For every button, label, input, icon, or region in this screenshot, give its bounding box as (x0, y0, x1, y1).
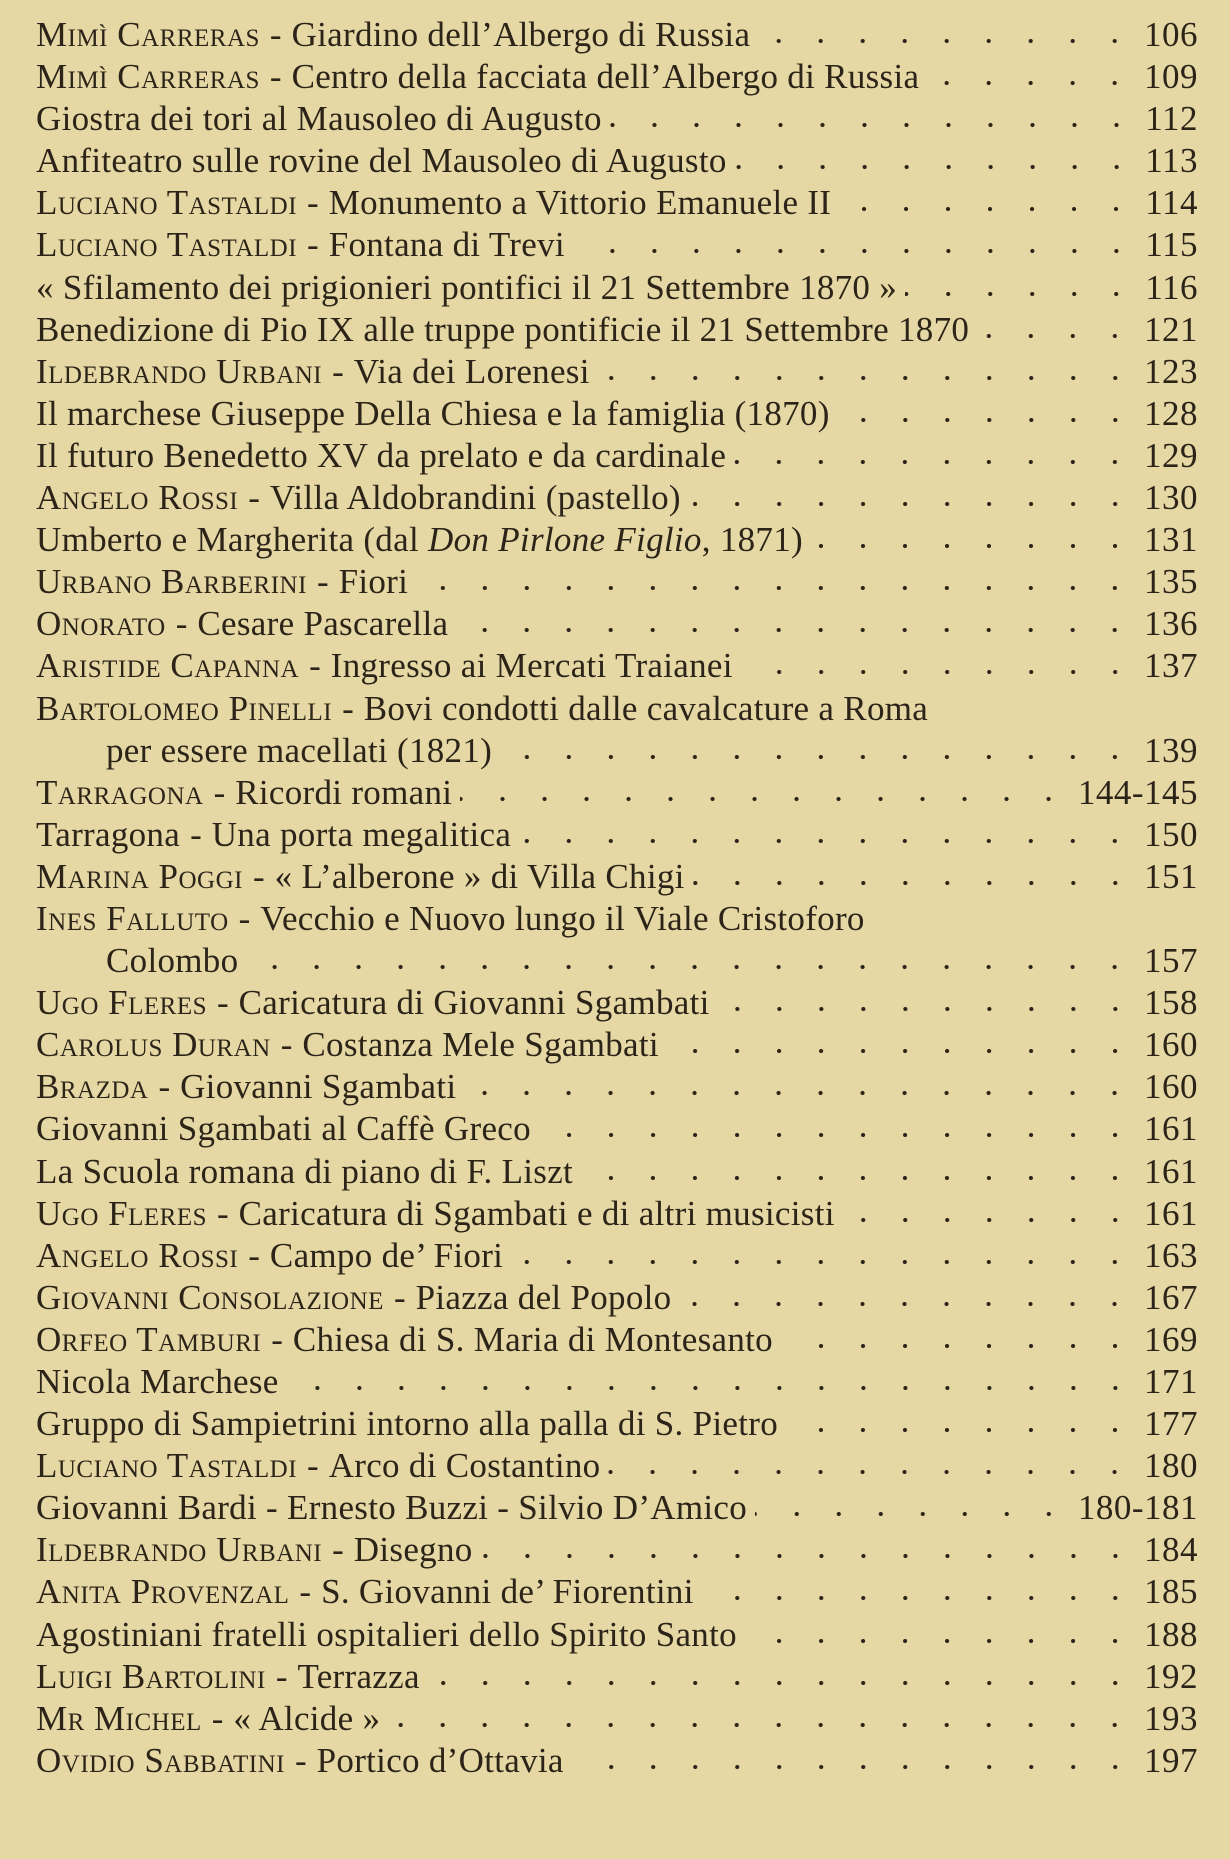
dot-leader (667, 1046, 1136, 1056)
entry-page: 160 (1144, 1025, 1198, 1065)
dot-leader (702, 1593, 1136, 1603)
author-separator: - (307, 225, 319, 265)
dot-leader (734, 457, 1136, 467)
entry-author: Carolus Duran (36, 1025, 271, 1065)
dot-leader (689, 499, 1136, 509)
author-separator: - (316, 562, 329, 602)
list-item (36, 1151, 1198, 1193)
dot-leader (610, 120, 1137, 130)
entry-page: 130 (1144, 478, 1198, 518)
dot-leader (416, 583, 1136, 593)
entry-title: Campo de’ Fiori (269, 1235, 504, 1275)
entry-title: Terrazza (297, 1656, 420, 1696)
entry-title: Fiori (338, 562, 409, 602)
entry-author: Luciano Tastaldi (36, 1446, 298, 1486)
list-item (36, 1066, 1198, 1108)
entry-title: Il marchese Giuseppe Della Chiesa e la famiglia (1870) (36, 393, 830, 433)
author-separator: - (211, 1698, 224, 1738)
entry-page: 131 (1144, 520, 1198, 560)
entry-page: 135 (1144, 562, 1198, 602)
list-item (36, 477, 1198, 519)
list-item (36, 1024, 1198, 1066)
entry-page: 139 (1144, 730, 1198, 770)
entry-title: La Scuola romana di piano di F. Liszt (36, 1151, 574, 1191)
author-separator: - (158, 1067, 171, 1107)
entry-author: Ines Falluto (36, 898, 229, 938)
author-separator: - (307, 1446, 319, 1486)
entry-author: Ugo Fleres (36, 1193, 207, 1233)
dot-leader (781, 1341, 1136, 1351)
author-separator: - (269, 15, 282, 54)
author-separator: - (271, 1319, 283, 1359)
author-separator: - (332, 1530, 344, 1570)
entry-page: 188 (1144, 1614, 1198, 1654)
author-separator: - (217, 1193, 229, 1233)
author-separator: - (275, 1656, 288, 1696)
entry-title: S. Giovanni de’ Fiorentini (321, 1572, 694, 1612)
entry-title: Vecchio e Nuovo lungo il Viale Cristoforo (260, 898, 865, 938)
list-item (36, 1403, 1198, 1445)
entry-page: 180-181 (1077, 1488, 1198, 1528)
entry-title: Giardino dell’Albergo di Russia (291, 15, 751, 54)
list-item (36, 856, 1198, 898)
entry-page: 113 (1145, 141, 1198, 181)
list-item (36, 1698, 1198, 1740)
list-item (36, 561, 1198, 603)
list-item-continuation (36, 730, 1198, 772)
dot-leader (598, 373, 1136, 383)
entry-page: 128 (1144, 393, 1198, 433)
dot-leader (388, 1720, 1136, 1730)
entry-author: Mimì Carreras (36, 57, 260, 97)
author-separator: - (280, 1025, 293, 1065)
list-item (36, 1361, 1198, 1403)
dot-leader (741, 667, 1136, 677)
entry-page: 106 (1144, 15, 1198, 54)
dot-leader (246, 962, 1136, 972)
list-item (36, 1235, 1198, 1277)
entry-page: 158 (1144, 983, 1198, 1023)
entry-title: Centro della facciata dell’Albergo di Russia (291, 57, 920, 97)
entry-page: 177 (1144, 1404, 1198, 1444)
author-separator: - (253, 856, 265, 896)
entry-title: Nicola Marchese (36, 1362, 279, 1401)
dot-leader (287, 1383, 1136, 1393)
list-item (36, 603, 1198, 645)
entry-title: Agostiniani fratelli ospitalieri dello Spirito Santo (36, 1614, 737, 1654)
list-item (36, 309, 1198, 351)
list-item (36, 1487, 1198, 1529)
dot-leader (693, 878, 1136, 888)
entry-author: Tarragona (36, 814, 181, 854)
entry-title: Caricatura di Giovanni Sgambati (238, 983, 710, 1023)
entry-title: Piazza del Popolo (415, 1277, 672, 1317)
list-item (36, 1740, 1198, 1782)
author-separator: - (294, 1740, 307, 1780)
entry-page: 151 (1144, 856, 1198, 896)
entry-author: Luciano Tastaldi (36, 225, 298, 265)
dot-leader (428, 1678, 1136, 1688)
entry-title: Giovanni Sgambati (180, 1067, 457, 1107)
dot-leader (500, 752, 1136, 762)
entry-author: Marina Poggi (36, 856, 243, 896)
entry-author: Giovanni Consolazione (36, 1277, 384, 1317)
entry-author: Angelo Rossi (36, 478, 239, 518)
entry-title-continuation: per essere macellati (1821) (106, 730, 493, 770)
list-item (36, 140, 1198, 182)
entry-title: Costanza Mele Sgambati (302, 1025, 659, 1065)
entry-page: 180 (1144, 1446, 1198, 1486)
entry-title: Via dei Lorenesi (353, 351, 590, 391)
entry-title: Disegno (353, 1530, 473, 1570)
dot-leader (786, 1425, 1136, 1435)
entry-page: 192 (1144, 1656, 1198, 1696)
list-item (36, 267, 1198, 309)
entry-title: « Alcide » (233, 1698, 381, 1738)
list-item (36, 1571, 1198, 1613)
dot-leader (843, 1215, 1136, 1225)
entry-author: Luciano Tastaldi (36, 183, 298, 223)
entry-page: 115 (1145, 225, 1198, 265)
entry-title: « Sfilamento dei prigionieri pontifici il 21 Settembre 1870 » (36, 267, 898, 307)
dot-leader (758, 36, 1136, 46)
entry-author: Ildebrando Urbani (36, 1530, 323, 1570)
entry-author: Orfeo Tamburi (36, 1319, 262, 1359)
list-item (36, 1614, 1198, 1656)
dot-leader (811, 541, 1136, 551)
entry-author: Onorato (36, 604, 166, 644)
entry-title: Fontana di Trevi (328, 225, 565, 265)
entry-page: 184 (1144, 1530, 1198, 1570)
entry-author: Anita Provenzal (36, 1572, 290, 1612)
dot-leader (572, 1762, 1136, 1772)
list-item (36, 1108, 1198, 1150)
entry-title: Chiesa di S. Maria di Montesanto (292, 1319, 773, 1359)
entry-page: 109 (1144, 57, 1198, 97)
list-item (36, 519, 1198, 561)
entry-page: 136 (1144, 604, 1198, 644)
entry-author: Tarragona (36, 772, 204, 812)
author-separator: - (248, 478, 260, 518)
list-item (36, 688, 1198, 730)
list-item (36, 1277, 1198, 1319)
author-separator: - (175, 604, 188, 644)
entry-page: 123 (1144, 351, 1198, 391)
entry-title: Bovi condotti dalle cavalcature a Roma (363, 688, 929, 728)
list-item (36, 435, 1198, 477)
dot-leader (927, 78, 1136, 88)
list-item (36, 982, 1198, 1024)
dot-leader (539, 1130, 1136, 1140)
dot-leader (608, 1467, 1136, 1477)
entry-title: Ingresso ai Mercati Traianei (330, 646, 733, 686)
list-item (36, 98, 1198, 140)
dot-leader (905, 289, 1137, 299)
dot-leader (460, 794, 1070, 804)
author-separator: - (269, 57, 282, 97)
list-item (36, 1319, 1198, 1361)
author-separator: - (393, 1277, 406, 1317)
entry-page: 193 (1144, 1698, 1198, 1738)
entry-title: Giovanni Sgambati al Caffè Greco (36, 1109, 531, 1149)
author-separator: - (332, 351, 344, 391)
dot-leader (481, 1551, 1136, 1561)
entry-page: 185 (1144, 1572, 1198, 1612)
author-separator: - (299, 1572, 312, 1612)
entry-page: 163 (1144, 1235, 1198, 1275)
entry-title: Cesare Pascarella (197, 604, 449, 644)
entry-title: Anfiteatro sulle rovine del Mausoleo di Augusto (36, 141, 727, 181)
dot-leader (519, 836, 1136, 846)
entry-page: 137 (1144, 646, 1198, 686)
author-separator: - (307, 183, 319, 223)
entry-author: Ugo Fleres (36, 983, 207, 1023)
entry-author: Mimì Carreras (36, 15, 260, 54)
list-of-illustrations (36, 14, 1198, 1782)
entry-page: 144-145 (1077, 772, 1198, 812)
entry-title: Benedizione di Pio IX alle truppe pontificie il 21 Settembre 1870 (36, 309, 970, 349)
entry-page: 169 (1144, 1319, 1198, 1359)
entry-page: 116 (1145, 267, 1198, 307)
entry-author: Brazda (36, 1067, 149, 1107)
entry-author: Ildebrando Urbani (36, 351, 323, 391)
list-item (36, 1529, 1198, 1571)
dot-leader (838, 415, 1136, 425)
dot-leader (511, 1257, 1136, 1267)
entry-page: 161 (1144, 1151, 1198, 1191)
dot-leader (581, 1173, 1136, 1183)
list-item (36, 182, 1198, 224)
dot-leader (839, 204, 1137, 214)
entry-page: 150 (1144, 814, 1198, 854)
entry-page: 121 (1144, 309, 1198, 349)
entry-title: Villa Aldobrandini (pastello) (269, 478, 681, 518)
author-separator: - (248, 1235, 260, 1275)
entry-author: Ovidio Sabbatini (36, 1740, 285, 1780)
entry-title-continuation: Colombo (106, 941, 239, 981)
entry-author: Luigi Bartolini (36, 1656, 266, 1696)
entry-title: Una porta megalitica (211, 814, 512, 854)
entry-title: Arco di Costantino (328, 1446, 601, 1486)
dot-leader (977, 331, 1136, 341)
entry-title: Umberto e Margherita (dal Don Pirlone Figlio, 1871) (36, 520, 803, 560)
list-item (36, 898, 1198, 940)
entry-page: 161 (1144, 1193, 1198, 1233)
entry-page: 157 (1144, 941, 1198, 981)
entry-title: Giovanni Bardi - Ernesto Buzzi - Silvio D’Amico (36, 1488, 748, 1528)
list-item (36, 814, 1198, 856)
list-item (36, 351, 1198, 393)
list-item (36, 1445, 1198, 1487)
entry-title: Monumento a Vittorio Emanuele II (328, 183, 832, 223)
entry-author: Aristide Capanna (36, 646, 300, 686)
entry-page: 171 (1144, 1362, 1198, 1401)
entry-page: 129 (1144, 435, 1198, 475)
list-item (36, 1656, 1198, 1698)
entry-page: 112 (1145, 99, 1198, 139)
list-item-continuation (36, 940, 1198, 982)
entry-title: Portico d’Ottavia (316, 1740, 564, 1780)
dot-leader (456, 625, 1136, 635)
entry-title: Il futuro Benedetto XV da prelato e da cardinale (36, 435, 727, 475)
entry-title: Giostra dei tori al Mausoleo di Augusto (36, 99, 602, 139)
entry-title: Ricordi romani (235, 772, 453, 812)
entry-title-italic: Don Pirlone Figlio (428, 520, 702, 560)
author-separator: - (217, 983, 229, 1023)
entry-title: Caricatura di Sgambati e di altri musicisti (238, 1193, 835, 1233)
dot-leader (679, 1299, 1136, 1309)
dot-leader (573, 246, 1137, 256)
entry-author: Bartolomeo Pinelli (36, 688, 333, 728)
list-item (36, 14, 1198, 56)
entry-page: 167 (1144, 1277, 1198, 1317)
entry-title: « L’alberone » di Villa Chigi (274, 856, 685, 896)
author-separator: - (342, 688, 354, 728)
list-item (36, 645, 1198, 687)
author-separator: - (213, 772, 226, 812)
entry-page: 161 (1144, 1109, 1198, 1149)
list-item (36, 1193, 1198, 1235)
entry-page: 114 (1145, 183, 1198, 223)
list-item (36, 393, 1198, 435)
entry-title: Gruppo di Sampietrini intorno alla palla di S. Pietro (36, 1404, 779, 1444)
list-item (36, 56, 1198, 98)
entry-author: Mr Michel (36, 1698, 202, 1738)
dot-leader (735, 162, 1138, 172)
list-item (36, 772, 1198, 814)
author-separator: - (309, 646, 321, 686)
entry-page: 197 (1144, 1740, 1198, 1780)
dot-leader (718, 1004, 1136, 1014)
list-item (36, 224, 1198, 266)
dot-leader (464, 1088, 1136, 1098)
dot-leader (755, 1509, 1070, 1519)
author-separator: - (190, 814, 202, 854)
entry-page: 160 (1144, 1067, 1198, 1107)
dot-leader (745, 1636, 1136, 1646)
author-separator: - (238, 898, 251, 938)
entry-author: Angelo Rossi (36, 1235, 239, 1275)
entry-author: Urbano Barberini (36, 562, 307, 602)
